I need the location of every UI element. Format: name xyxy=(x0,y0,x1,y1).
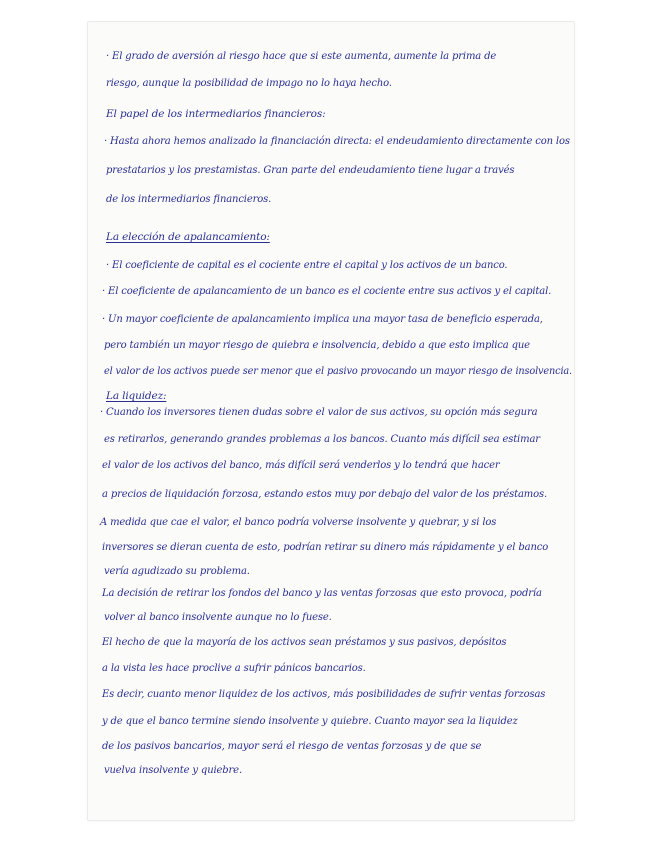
section-heading: La liquidez: xyxy=(106,390,167,402)
text-line: a precios de liquidación forzosa, estando estos muy por debajo del valor de los préstamos. xyxy=(102,489,547,500)
text-line: es retirarlos, generando grandes problemas a los bancos. Cuanto más difícil sea estimar xyxy=(104,434,540,445)
text-line: prestatarios y los prestamistas. Gran parte del endeudamiento tiene lugar a través xyxy=(106,165,515,176)
paper-sheet xyxy=(88,22,574,820)
text-line: riesgo, aunque la posibilidad de impago no lo haya hecho. xyxy=(106,78,392,89)
text-line: volver al banco insolvente aunque no lo fuese. xyxy=(104,612,332,623)
text-line: el valor de los activos del banco, más difícil será venderlos y lo tendrá que hacer xyxy=(102,460,500,471)
text-line: · El coeficiente de apalancamiento de un banco es el cociente entre sus activos y el capital. xyxy=(102,286,552,297)
text-line: vería agudizado su problema. xyxy=(104,566,250,577)
section-heading: La elección de apalancamiento: xyxy=(106,231,270,243)
text-line: · El coeficiente de capital es el cociente entre el capital y los activos de un banco. xyxy=(106,260,508,271)
text-line: y de que el banco termine siendo insolvente y quiebre. Cuanto mayor sea la liquidez xyxy=(102,716,518,727)
text-line: A medida que cae el valor, el banco podría volverse insolvente y quebrar, y si los xyxy=(100,517,497,528)
text-line: Es decir, cuanto menor liquidez de los activos, más posibilidades de sufrir ventas forzosas xyxy=(102,689,546,700)
text-line: inversores se dieran cuenta de esto, podrían retirar su dinero más rápidamente y el banco xyxy=(102,542,549,553)
text-line: de los pasivos bancarios, mayor será el riesgo de ventas forzosas y de que se xyxy=(102,741,482,752)
text-line: pero también un mayor riesgo de quiebra e insolvencia, debido a que esto implica que xyxy=(104,340,530,351)
text-line: a la vista les hace proclive a sufrir pánicos bancarios. xyxy=(102,663,366,674)
text-line: El hecho de que la mayoría de los activos sean préstamos y sus pasivos, depósitos xyxy=(102,637,507,648)
text-line: · Un mayor coeficiente de apalancamiento implica una mayor tasa de beneficio esperada, xyxy=(102,314,543,325)
text-line: de los intermediarios financieros. xyxy=(106,194,272,205)
text-line: La decisión de retirar los fondos del banco y las ventas forzosas que esto provoca, podría xyxy=(102,588,542,599)
text-line: · El grado de aversión al riesgo hace que si este aumenta, aumente la prima de xyxy=(106,51,497,62)
text-line: · Cuando los inversores tienen dudas sobre el valor de sus activos, su opción más segura xyxy=(100,407,538,418)
text-line: vuelva insolvente y quiebre. xyxy=(104,765,242,776)
section-heading: El papel de los intermediarios financieros: xyxy=(106,108,326,120)
text-line: el valor de los activos puede ser menor que el pasivo provocando un mayor riesgo de insolvencia. xyxy=(104,366,573,377)
text-line: · Hasta ahora hemos analizado la financiación directa: el endeudamiento directamente con los xyxy=(104,136,570,147)
